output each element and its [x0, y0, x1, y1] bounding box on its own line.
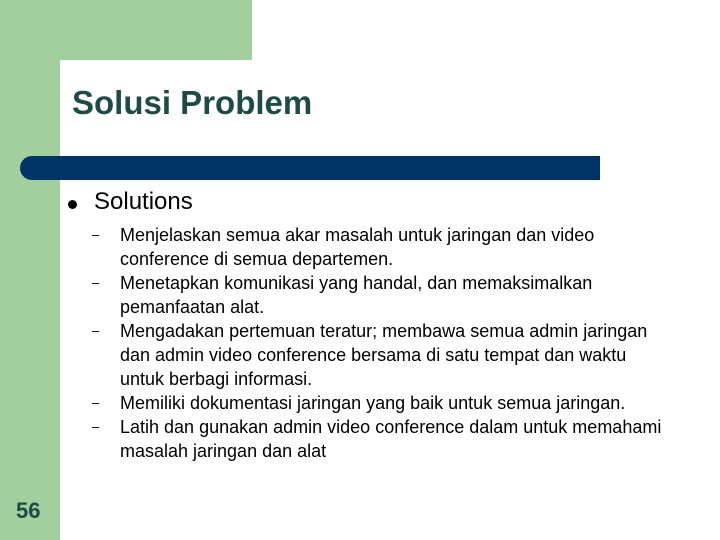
sub-bullet-list: [92, 223, 662, 463]
sub-bullet-text: Menetapkan komunikasi yang handal, dan memaksimalkan pemanfaatan alat.: [120, 273, 593, 317]
sub-bullet-item: [92, 223, 662, 271]
sub-bullet-text: Memiliki dokumentasi jaringan yang baik untuk semua jaringan.: [120, 393, 626, 413]
sub-bullet-item: [92, 391, 662, 415]
sidebar-decoration: [0, 0, 60, 540]
sub-bullet-item: [92, 415, 662, 463]
main-bullet: [68, 188, 193, 216]
sub-bullet-item: [92, 319, 662, 391]
sub-bullet-text: Mengadakan pertemuan teratur; membawa semua admin jaringan dan admin video conference bersama di satu tempat dan waktu untuk berbagi informasi.: [120, 321, 648, 389]
sub-bullet-text: Latih dan gunakan admin video conference dalam untuk memahami masalah jaringan dan alat: [120, 417, 662, 461]
bullet-dot-icon: [68, 200, 77, 209]
title-underline-bar: [20, 156, 600, 180]
dash-icon: –: [92, 419, 100, 434]
top-decoration: [60, 0, 252, 60]
dash-icon: –: [92, 323, 100, 338]
dash-icon: –: [92, 395, 100, 410]
sub-bullet-item: [92, 271, 662, 319]
dash-icon: –: [92, 227, 100, 242]
page-number: 56: [16, 498, 41, 523]
main-bullet-text: Solutions: [94, 188, 193, 215]
sub-bullet-text: Menjelaskan semua akar masalah untuk jaringan dan video conference di semua departemen.: [120, 225, 595, 269]
slide-title: Solusi Problem: [72, 84, 313, 121]
dash-icon: –: [92, 275, 100, 290]
